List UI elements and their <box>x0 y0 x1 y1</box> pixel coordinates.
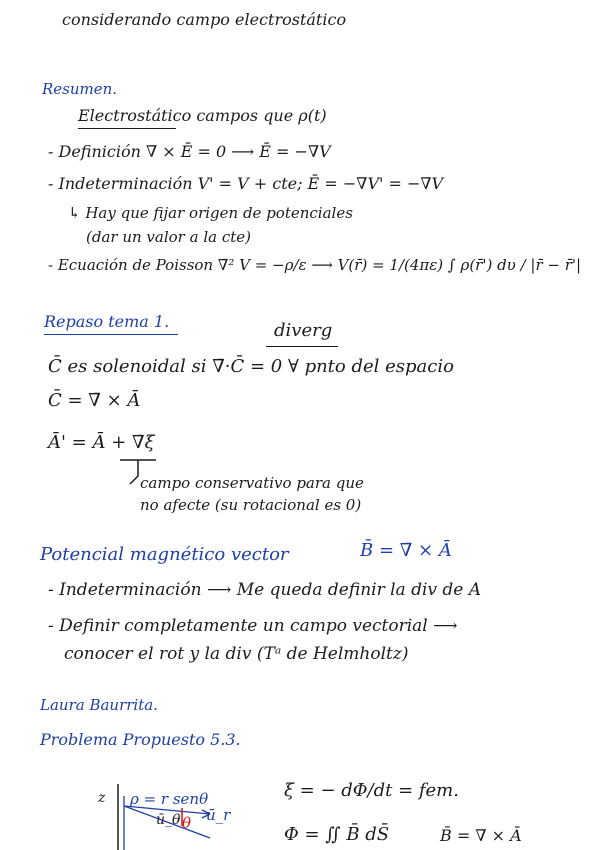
repaso-underline <box>44 334 178 335</box>
diverg-note: diverg <box>274 320 333 341</box>
poisson-line: - Ecuación de Poisson ∇̄² V = −ρ/ε ⟶ V(r̄) = 1/(4πε) ∫ ρ(r̄') dυ / |r̄ − r̄'| <box>48 256 582 274</box>
b-rot-formula: B̄ = ∇̄ × Ā <box>440 826 522 845</box>
campo-conservativo-1: campo conservativo para que <box>140 474 364 492</box>
axis-z-label: z <box>98 790 106 806</box>
electrostatico-underline <box>78 128 176 129</box>
page-header: considerando campo electrostático <box>62 10 347 29</box>
indeterminacion-div: - Indeterminación ⟶ Me queda definir la div de A <box>48 580 482 600</box>
potencial-title: Potencial magnético vector <box>40 544 289 565</box>
flux-formula: Φ = ∬ B̄ dS̄ <box>284 824 390 845</box>
electrostatico-line: Electrostático campos que ρ(t) <box>78 106 327 125</box>
u-theta-label: ū_θ <box>156 812 181 828</box>
repaso-title: Repaso tema 1. <box>44 312 170 331</box>
fem-formula: ξ = − dΦ/dt = fem. <box>284 780 459 801</box>
rho-label: ρ = r senθ <box>130 790 209 808</box>
diverg-underline <box>266 346 338 347</box>
conocer-rot-div: conocer el rot y la div (Tᵃ de Helmholtz) <box>64 644 409 664</box>
problema-title: Problema Propuesto 5.3. <box>40 730 241 749</box>
definir-campo: - Definir completamente un campo vectorial ⟶ <box>48 616 458 636</box>
indeterminacion-line: - Indeterminación V' = V + cte; Ē = −∇̄V' = −∇̄V <box>48 174 444 193</box>
potencial-formula: B̄ = ∇̄ × Ā <box>360 540 452 561</box>
theta-label: θ <box>182 814 192 832</box>
fijar-origen-line: ↳ Hay que fijar origen de potenciales <box>68 204 353 222</box>
a-prime-line: Ā' = Ā + ∇̄ξ <box>48 432 155 453</box>
u-r-label: ū_r <box>206 806 231 824</box>
c-rot-line: C̄ = ∇̄ × Ā <box>48 390 141 411</box>
resumen-title: Resumen. <box>42 80 118 98</box>
campo-conservativo-2: no afecte (su rotacional es 0) <box>140 496 362 514</box>
solenoidal-line: C̄ es solenoidal si ∇̄·C̄ = 0 ∀ pnto del espacio <box>48 356 454 377</box>
dar-valor-line: (dar un valor a la cte) <box>86 228 251 246</box>
author-name: Laura Baurrita. <box>40 696 158 714</box>
definicion-line: - Definición ∇̄ × Ē = 0 ⟶ Ē = −∇̄V <box>48 142 331 161</box>
